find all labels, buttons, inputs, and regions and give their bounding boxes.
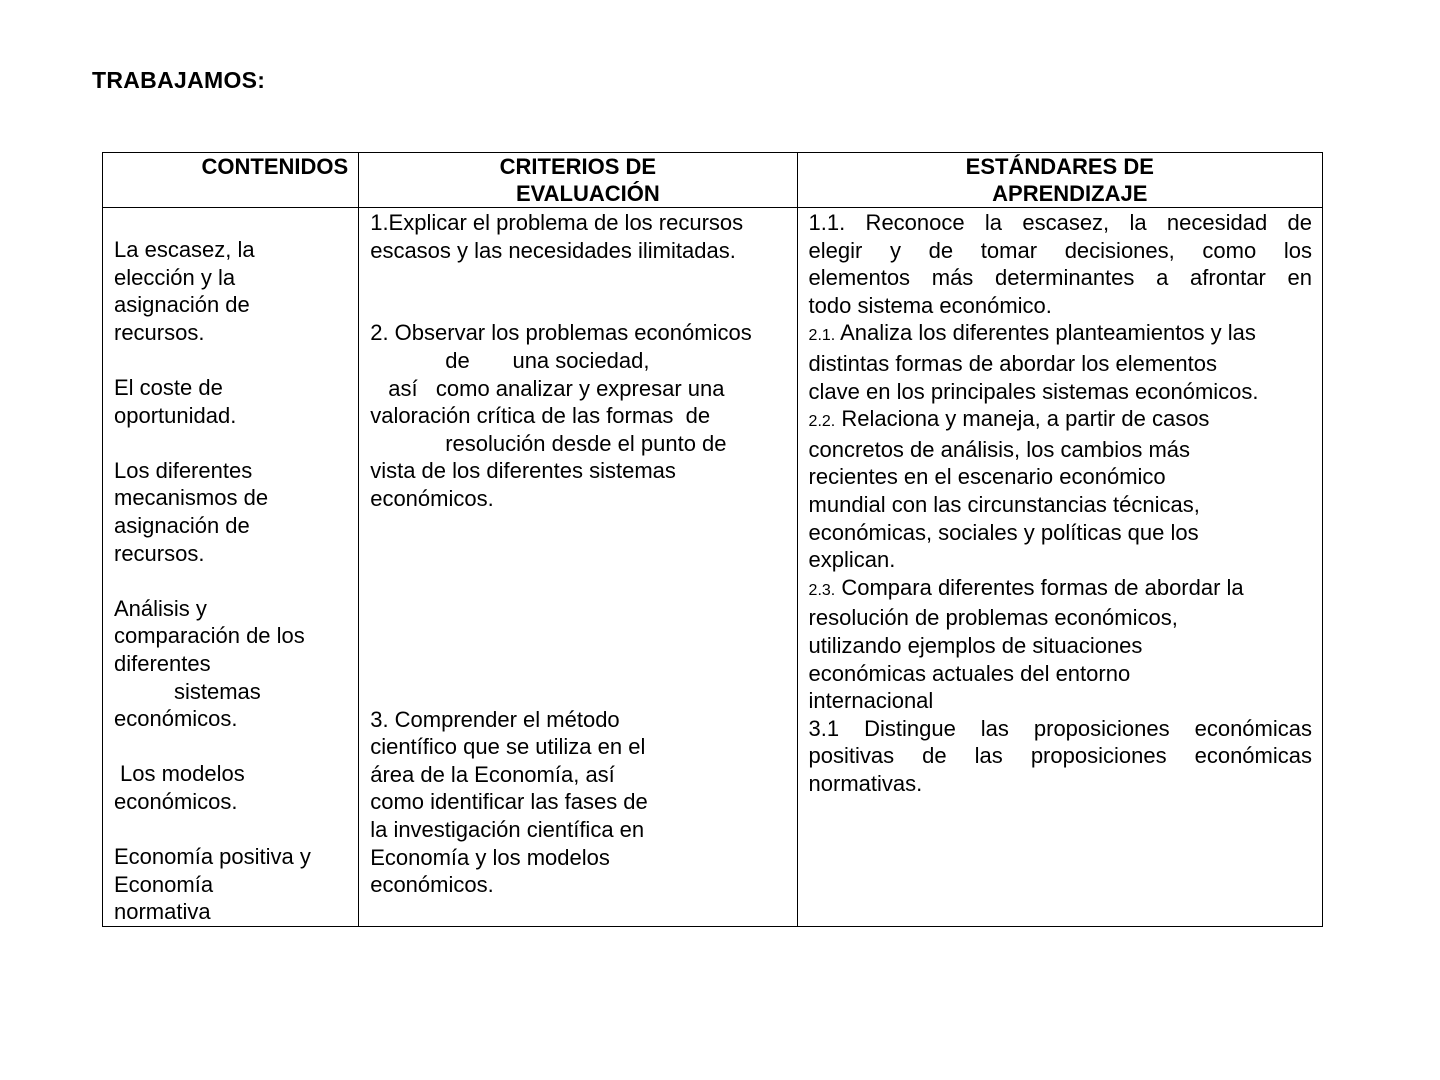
criterion-1 <box>370 209 786 264</box>
content-line: sistemas <box>174 678 261 704</box>
standard-line: elementos más determinantes a afrontar en <box>808 265 1312 291</box>
criterion-line: económicos. <box>370 485 494 511</box>
standard-line: 1.1. Reconoce la escasez, la necesidad de <box>808 210 1312 235</box>
standards-cell <box>797 208 1322 927</box>
criterion-line: económicos. <box>370 872 494 898</box>
criterion-line: valoración crítica de las formas de <box>370 403 711 429</box>
criterion-3 <box>370 706 786 899</box>
content-line: Análisis y <box>114 595 207 621</box>
criterion-line: resolución desde el punto de <box>445 430 727 456</box>
criterion-2 <box>370 319 786 512</box>
content-line: Economía <box>114 871 214 897</box>
criterion-line: Economía y los modelos <box>370 844 610 870</box>
standard-line: internacional <box>808 688 934 714</box>
content-line: Economía positiva y <box>114 844 311 870</box>
header-contents: CONTENIDOS <box>103 153 359 208</box>
criterion-line: 1.Explicar el problema de los recursos <box>370 210 744 235</box>
standard-line: 3.1 Distingue las proposiciones económicas <box>808 715 1312 741</box>
content-line: mecanismos de <box>114 485 269 511</box>
criterion-line: 2. Observar los problemas económicos <box>370 320 752 346</box>
header-standards-line2: APRENDIZAJE <box>992 181 1148 206</box>
content-line: Los modelos <box>120 761 245 787</box>
content-line: diferentes <box>114 650 211 676</box>
standard-line: explican. <box>808 547 896 573</box>
standard-1-1 <box>809 209 1312 319</box>
criterion-line: de una sociedad, <box>445 347 650 373</box>
page-heading: TRABAJAMOS: <box>92 67 266 93</box>
content-line: normativa <box>114 899 211 925</box>
content-line: recursos. <box>114 319 205 345</box>
standard-line: Analiza los diferentes planteamientos y las <box>835 320 1256 346</box>
standard-line: Relaciona y maneja, a partir de casos <box>835 406 1210 432</box>
content-block-scarcity <box>114 236 350 346</box>
criterion-line: escasos y las necesidades ilimitadas. <box>370 237 736 263</box>
content-block-opportunity-cost <box>114 374 350 429</box>
content-line: económicos. <box>114 706 238 732</box>
criterion-line: 3. Comprender el método <box>370 706 620 732</box>
content-block-positive-normative <box>114 843 350 926</box>
table-body-row <box>103 208 1323 927</box>
content-block-analysis <box>114 595 350 733</box>
content-block-models <box>114 760 350 815</box>
standard-line: utilizando ejemplos de situaciones <box>808 632 1143 658</box>
standard-line: elegir y de tomar decisiones, como los <box>808 237 1312 263</box>
standard-2-2 <box>809 405 1312 574</box>
standard-line: positivas de las proposiciones económicas <box>808 743 1312 769</box>
standard-line: económicas actuales del entorno <box>808 660 1131 686</box>
content-line: Los diferentes <box>114 457 253 483</box>
criterion-line: área de la Economía, así <box>370 761 615 787</box>
content-line: asignación de <box>114 292 250 318</box>
standard-number: 2.3. <box>808 581 836 599</box>
standard-2-1 <box>809 319 1312 405</box>
curriculum-table <box>102 152 1323 927</box>
header-standards <box>797 153 1322 208</box>
header-standards-line1: ESTÁNDARES DE <box>965 154 1154 179</box>
standard-line: Compara diferentes formas de abordar la <box>835 574 1244 600</box>
contents-cell <box>103 208 359 927</box>
standard-line: mundial con las circunstancias técnicas, <box>808 491 1200 517</box>
criterion-line: así como analizar y expresar una <box>388 375 725 401</box>
content-line: La escasez, la <box>114 237 255 262</box>
content-line: elección y la <box>114 264 236 290</box>
content-line: oportunidad. <box>114 402 237 428</box>
criterion-line: como identificar las fases de <box>370 789 648 815</box>
standard-line: distintas formas de abordar los elementos <box>808 350 1217 376</box>
content-line: asignación de <box>114 512 250 538</box>
standard-line: concretos de análisis, los cambios más <box>808 436 1191 462</box>
criteria-cell <box>359 208 797 927</box>
standard-line: clave en los principales sistemas económicos. <box>808 378 1259 404</box>
content-line: comparación de los <box>114 623 305 649</box>
content-block-mechanisms <box>114 457 350 567</box>
content-line: económicos. <box>114 788 238 814</box>
standard-3-1 <box>809 715 1312 798</box>
content-line: El coste de <box>114 374 223 400</box>
content-line: recursos. <box>114 540 205 566</box>
standard-2-3 <box>809 574 1312 715</box>
standard-line: recientes en el escenario económico <box>808 464 1166 490</box>
standard-line: normativas. <box>808 770 923 796</box>
standard-number: 2.1. <box>808 327 836 345</box>
header-criteria-line1: CRITERIOS DE <box>499 154 657 179</box>
criterion-line: vista de los diferentes sistemas <box>370 458 676 484</box>
standard-line: todo sistema económico. <box>808 292 1052 318</box>
table-header-row <box>103 153 1323 208</box>
criterion-line: la investigación científica en <box>370 817 645 843</box>
standard-number: 2.2. <box>808 413 836 431</box>
header-criteria <box>359 153 797 208</box>
standard-line: económicas, sociales y políticas que los <box>808 519 1199 545</box>
header-criteria-line2: EVALUACIÓN <box>515 181 660 206</box>
standard-line: resolución de problemas económicos, <box>808 605 1178 631</box>
criterion-line: científico que se utiliza en el <box>370 734 646 760</box>
